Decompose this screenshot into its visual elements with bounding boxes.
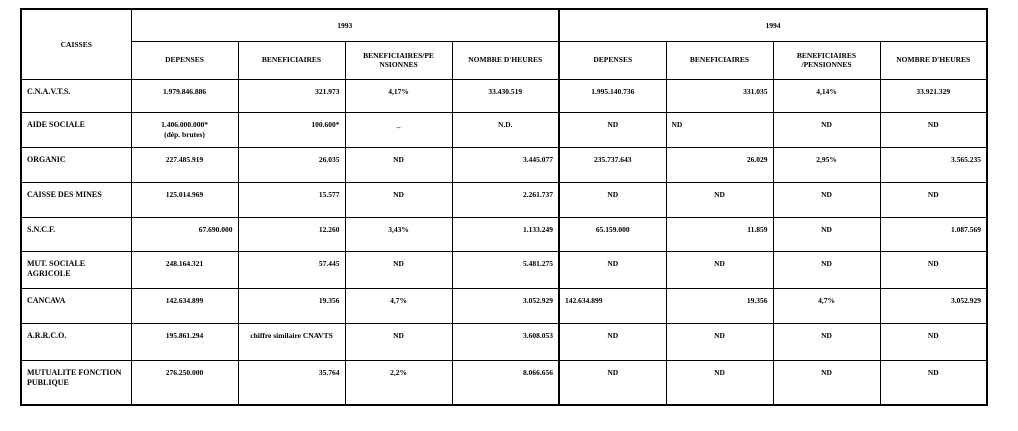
- caisse-name: A.R.R.C.O.: [21, 324, 131, 361]
- nombre-heures-1993: N.D.: [452, 113, 559, 148]
- nombre-heures-1994: 1.087.569: [880, 217, 987, 251]
- col-nombre-heures-1993: NOMBRE D'HEURES: [452, 41, 559, 79]
- beneficiaires-1993: 19.356: [238, 288, 345, 324]
- nombre-heures-1994: ND: [880, 113, 987, 148]
- depenses-1993: 195.861.294: [131, 324, 238, 361]
- nombre-heures-1993: 1.133.249: [452, 217, 559, 251]
- nombre-heures-1993: 3.445.077: [452, 148, 559, 183]
- col-depenses-1993: DEPENSES: [131, 41, 238, 79]
- depenses-1994: ND: [559, 324, 666, 361]
- nombre-heures-1994: ND: [880, 183, 987, 218]
- col-benef-pensionnes-1993: BENEFICIAIRES/PE NSIONNES: [345, 41, 452, 79]
- depenses-1994: ND: [559, 183, 666, 218]
- table-row: [21, 79, 987, 113]
- table-row: [21, 217, 987, 251]
- depenses-1994: 235.737.643: [559, 148, 666, 183]
- col-depenses-1994: DEPENSES: [559, 41, 666, 79]
- caisse-name: CANCAVA: [21, 288, 131, 324]
- table-row: [21, 183, 987, 218]
- depenses-1993: 125.014.969: [131, 183, 238, 218]
- benef-pensionnes-1993: ND: [345, 251, 452, 288]
- depenses-1994: ND: [559, 113, 666, 148]
- beneficiaires-1994: 26.029: [666, 148, 773, 183]
- nombre-heures-1993: 5.481.275: [452, 251, 559, 288]
- benef-pensionnes-1993: _: [345, 113, 452, 148]
- caisse-name: MUT. SOCIALE AGRICOLE: [21, 251, 131, 288]
- beneficiaires-1993: 35.764: [238, 361, 345, 405]
- caisse-name: AIDE SOCIALE: [21, 113, 131, 148]
- table-row: [21, 288, 987, 324]
- benef-pensionnes-1993: ND: [345, 324, 452, 361]
- col-beneficiaires-1993: BENEFICIAIRES: [238, 41, 345, 79]
- benef-pensionnes-1994: ND: [773, 113, 880, 148]
- beneficiaires-1994: ND: [666, 113, 773, 148]
- benef-pensionnes-1994: ND: [773, 361, 880, 405]
- depenses-value: 1.406.000.000*: [161, 120, 208, 130]
- nombre-heures-1993: 2.261.737: [452, 183, 559, 218]
- depenses-note: (dép. brutes): [164, 129, 205, 139]
- depenses-1994: 1.995.140.736: [559, 79, 666, 113]
- benef-pensionnes-1994: 4,7%: [773, 288, 880, 324]
- beneficiaires-1994: ND: [666, 251, 773, 288]
- beneficiaires-1993: 100.600*: [238, 113, 345, 148]
- beneficiaires-1993: 321.973: [238, 79, 345, 113]
- caisse-name: S.N.C.F.: [21, 217, 131, 251]
- benef-pensionnes-1994: ND: [773, 251, 880, 288]
- nombre-heures-1993: 33.430.519: [452, 79, 559, 113]
- nombre-heures-1994: ND: [880, 251, 987, 288]
- beneficiaires-1993: 15.577: [238, 183, 345, 218]
- depenses-1993: [131, 113, 238, 148]
- table-row: [21, 361, 987, 405]
- nombre-heures-1994: ND: [880, 361, 987, 405]
- table-row: [21, 113, 987, 148]
- beneficiaires-1994: ND: [666, 183, 773, 218]
- depenses-1994: ND: [559, 251, 666, 288]
- table-row: [21, 251, 987, 288]
- beneficiaires-1994: ND: [666, 324, 773, 361]
- benef-pensionnes-1993: ND: [345, 183, 452, 218]
- year-1994-header: 1994: [559, 9, 987, 41]
- beneficiaires-1994: 331.035: [666, 79, 773, 113]
- benef-pensionnes-1993: 2,2%: [345, 361, 452, 405]
- beneficiaires-1993: 26.035: [238, 148, 345, 183]
- caisse-name: MUTUALITE FONCTION PUBLIQUE: [21, 361, 131, 405]
- caisse-name: CAISSE DES MINES: [21, 183, 131, 218]
- depenses-1994: 65.159.000: [559, 217, 666, 251]
- beneficiaires-1993: 57.445: [238, 251, 345, 288]
- benef-pensionnes-1993: 3,43%: [345, 217, 452, 251]
- caisse-name: C.N.A.V.T.S.: [21, 79, 131, 113]
- depenses-1994: ND: [559, 361, 666, 405]
- depenses-1993: 227.485.919: [131, 148, 238, 183]
- caisses-header: CAISSES: [21, 9, 131, 79]
- nombre-heures-1994: 3.052.929: [880, 288, 987, 324]
- benef-pensionnes-1994: ND: [773, 324, 880, 361]
- nombre-heures-1994: 3.565.235: [880, 148, 987, 183]
- beneficiaires-1993: 12.260: [238, 217, 345, 251]
- benef-pensionnes-1993: ND: [345, 148, 452, 183]
- depenses-1993: 276.250.000: [131, 361, 238, 405]
- caisse-name: ORGANIC: [21, 148, 131, 183]
- benef-pensionnes-1994: 4,14%: [773, 79, 880, 113]
- pension-funds-table: [20, 8, 988, 406]
- nombre-heures-1994: 33.921.329: [880, 79, 987, 113]
- beneficiaires-1994: ND: [666, 361, 773, 405]
- depenses-1993: 1.979.846.886: [131, 79, 238, 113]
- benef-pensionnes-1994: ND: [773, 183, 880, 218]
- beneficiaires-1994: 11.859: [666, 217, 773, 251]
- table-row: [21, 148, 987, 183]
- col-nombre-heures-1994: NOMBRE D'HEURES: [880, 41, 987, 79]
- year-1993-header: 1993: [131, 9, 559, 41]
- depenses-1994: 142.634.899: [559, 288, 666, 324]
- benef-pensionnes-1993: 4,7%: [345, 288, 452, 324]
- depenses-1993: 142.634.899: [131, 288, 238, 324]
- benef-pensionnes-1993: 4,17%: [345, 79, 452, 113]
- table-row: [21, 324, 987, 361]
- benef-pensionnes-1994: ND: [773, 217, 880, 251]
- depenses-1993: 67.690.000: [131, 217, 238, 251]
- nombre-heures-1993: 3.608.053: [452, 324, 559, 361]
- col-benef-pensionnes-1994: BENEFICIAIRES /PENSIONNES: [773, 41, 880, 79]
- nombre-heures-1994: ND: [880, 324, 987, 361]
- benef-pensionnes-1994: 2,95%: [773, 148, 880, 183]
- beneficiaires-1993: chiffre similaire CNAVTS: [238, 324, 345, 361]
- col-beneficiaires-1994: BENEFICIAIRES: [666, 41, 773, 79]
- nombre-heures-1993: 3.052.929: [452, 288, 559, 324]
- nombre-heures-1993: 8.066.656: [452, 361, 559, 405]
- depenses-1993: 248.164.321: [131, 251, 238, 288]
- beneficiaires-1994: 19.356: [666, 288, 773, 324]
